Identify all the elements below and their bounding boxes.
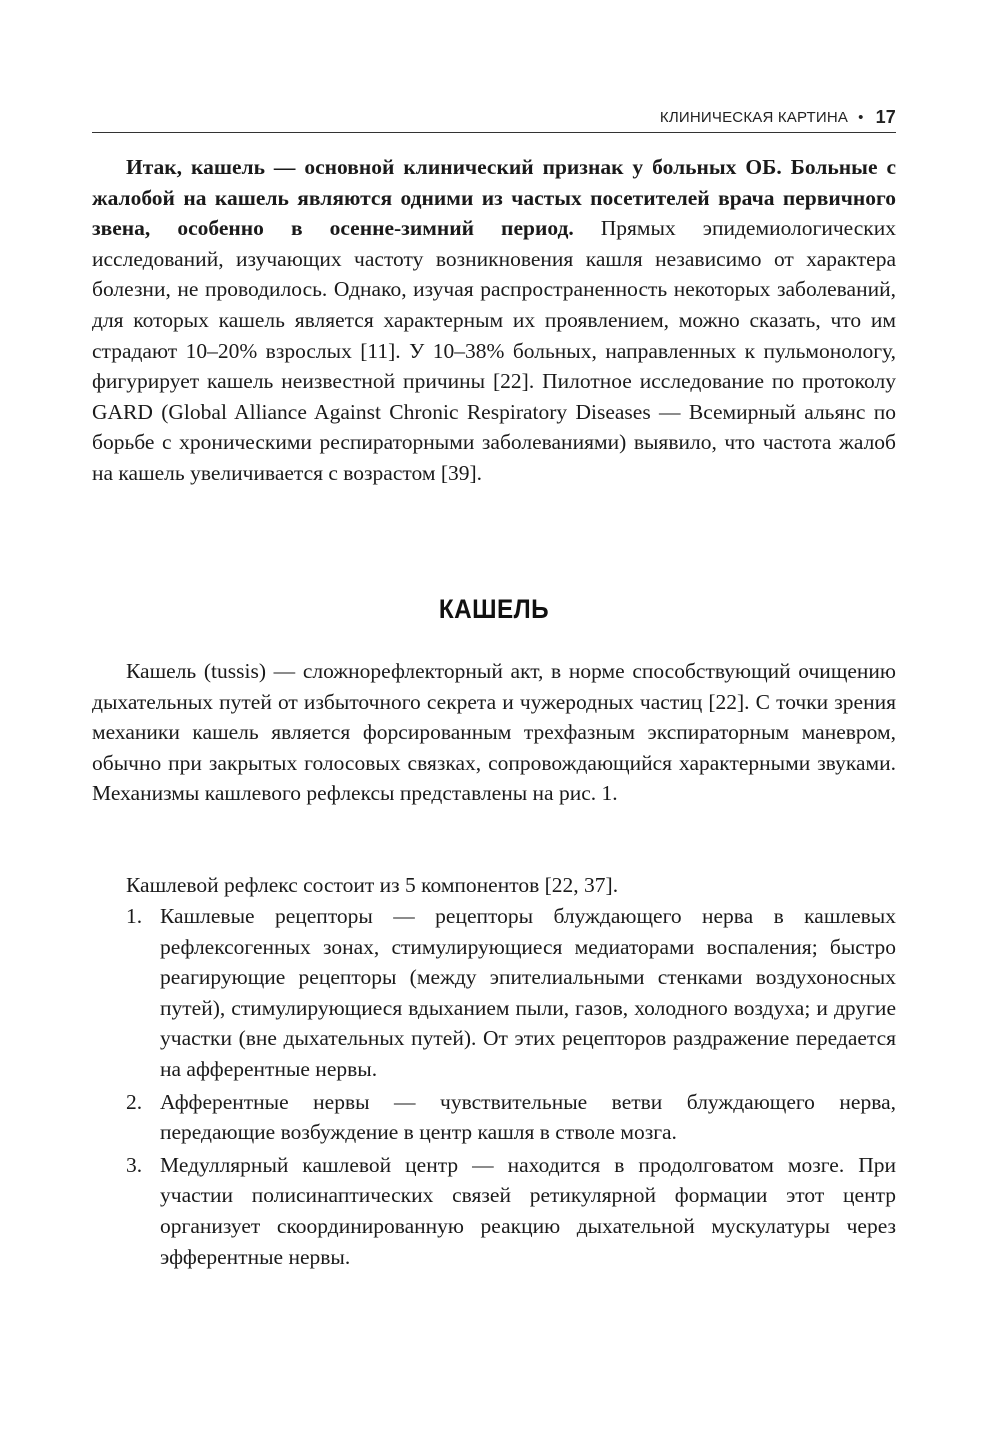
list-item-number: 1.	[126, 904, 143, 928]
list-item-text: Кашлевые рецепторы — рецепторы блуждающего нерва в кашлевых рефлексогенных зонах, стимулирующиеся медиаторами воспаления; быстро реагирующие рецепторы (между эпителиальными стенками воздухоносных путей), стимулирующиеся вдыханием пыли, газов, холодного воздуха; и другие участки (вне дыхательных путей). От этих рецепторов раздражение передается на афферентные нервы.	[160, 904, 896, 1081]
list-item-text: Афферентные нервы — чувствительные ветви блуждающего нерва, передающие возбуждение в центр кашля в стволе мозга.	[160, 1089, 896, 1145]
running-header	[92, 102, 896, 133]
intro-regular-text: Прямых эпидемиологических исследований, изучающих частоту возникновения кашля независимо от характера болезни, не проводилось. Однако, изучая распространенность некоторых заболеваний, для которых кашель является характерным их проявлением, можно сказать, что им страдают 10–20% взрослых [11]. У 10–38% больных, направленных к пульмонологу, фигурирует кашель неизвестной причины [22]. Пилотное исследование по протоколу GARD (Global Alliance Against Chronic Respiratory Diseases — Всемирный альянс по борьбе с хроническими респираторными заболеваниями) выявило, что частота жалоб на кашель увеличивается с возрастом [39].	[92, 216, 896, 485]
page-number: 17	[875, 106, 896, 127]
list-item-text: Медуллярный кашлевой центр — находится в продолговатом мозге. При участии полисинаптических связей ретикулярной формации этот центр организует скоординированную реакцию дыхательной мускулатуры через эфферентные нервы.	[160, 1152, 896, 1269]
list-item-number: 3.	[126, 1152, 143, 1177]
section-heading: КАШЕЛЬ	[438, 594, 550, 624]
cough-definition-paragraph: Кашель (tussis) — сложнорефлекторный акт, в норме способствующий очищению дыхательных путей от избыточного секрета и чужеродных частиц [22]. С точки зрения механики кашель является форсированным трехфазным экспираторным маневром, обычно при закрытых голосовых связках, сопровождающийся характерными звуками. Механизмы кашлевого рефлексы представлены на рис. 1.	[92, 659, 896, 806]
list-item	[92, 1150, 896, 1272]
intro-bold-statement: Итак, кашель — основной клинический признак у больных ОБ. Больные с жалобой на кашель являются одними из частых посетителей врача первичного звена, особенно в осенне-зимний период.	[92, 155, 896, 241]
header-bullet-separator: •	[858, 108, 864, 126]
list-item	[92, 1087, 896, 1148]
list-item	[92, 901, 896, 1085]
running-title: КЛИНИЧЕСКАЯ КАРТИНА	[659, 108, 849, 126]
reflex-intro-paragraph: Кашлевой рефлекс состоит из 5 компонентов [22, 37].	[126, 873, 619, 897]
intro-paragraph	[92, 152, 896, 489]
list-item-number: 2.	[126, 1089, 143, 1114]
reflex-components-list	[92, 901, 896, 1274]
